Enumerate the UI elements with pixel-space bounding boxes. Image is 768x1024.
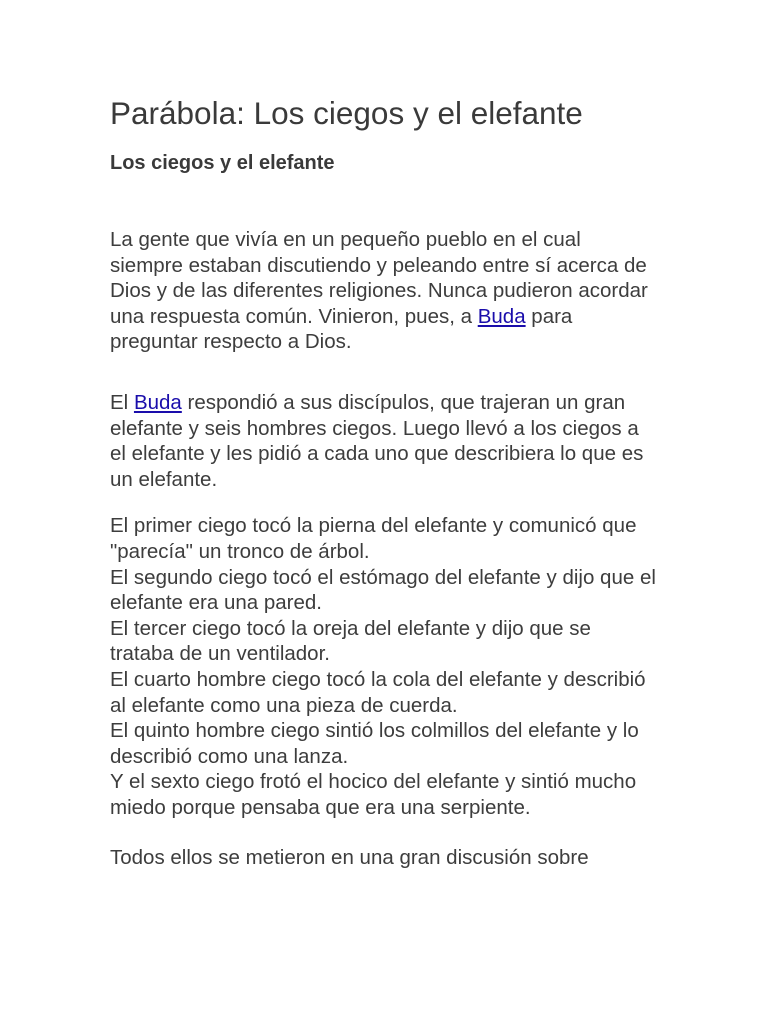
paragraph-1-text-end: para preguntar respecto a Dios.: [110, 304, 573, 354]
blind-man-2-line: El segundo ciego tocó el estómago del elefante y dijo que el elefante era una pared.: [110, 565, 656, 615]
buda-link-2[interactable]: Buda: [133, 390, 182, 414]
blind-man-5-line: El quinto hombre ciego sintió los colmillos del elefante y lo describió como una lanza.: [110, 719, 639, 768]
blind-man-4-line: El cuarto hombre ciego tocó la cola del elefante y describió al elefante como una pieza de cuerda.: [110, 667, 646, 717]
blind-man-3-line: El tercer ciego tocó la oreja del elefante y dijo que se trataba de un ventilador.: [110, 616, 591, 666]
paragraph-4: Todos ellos se metieron en una gran discusión sobre: [110, 846, 589, 870]
page-title: Parábola: Los ciegos y el elefante: [110, 95, 583, 131]
paragraph-3: [110, 492, 658, 820]
paragraph-1-text: La gente que vivía en un pequeño pueblo en el cual siempre estaban discutiendo y peleando entre sí acerca de Dios y de las diferentes religiones. Nunca pudieron acordar una respuesta común. Vinieron, pues, a: [110, 228, 648, 328]
blind-man-6-line: Y el sexto ciego frotó el hocico del elefante y sintió mucho miedo porque pensaba que era una serpiente.: [110, 770, 637, 819]
blind-man-1-line: El primer ciego tocó la pierna del elefante y comunicó que "parecía" un tronco de árbol.: [110, 514, 637, 563]
paragraph-2-text: respondió a sus discípulos, que trajeran un gran elefante y seis hombres ciegos. Luego llevó a los ciegos a el elefante y les pidió a cada uno que describiera lo que es un elefante.: [110, 390, 644, 491]
paragraph-1: [110, 176, 658, 355]
section-subtitle: Los ciegos y el elefante: [110, 152, 335, 174]
buda-link-1[interactable]: Buda: [477, 304, 526, 328]
paragraph-2: [110, 355, 658, 492]
paragraph-2-text-start: El: [110, 390, 134, 414]
